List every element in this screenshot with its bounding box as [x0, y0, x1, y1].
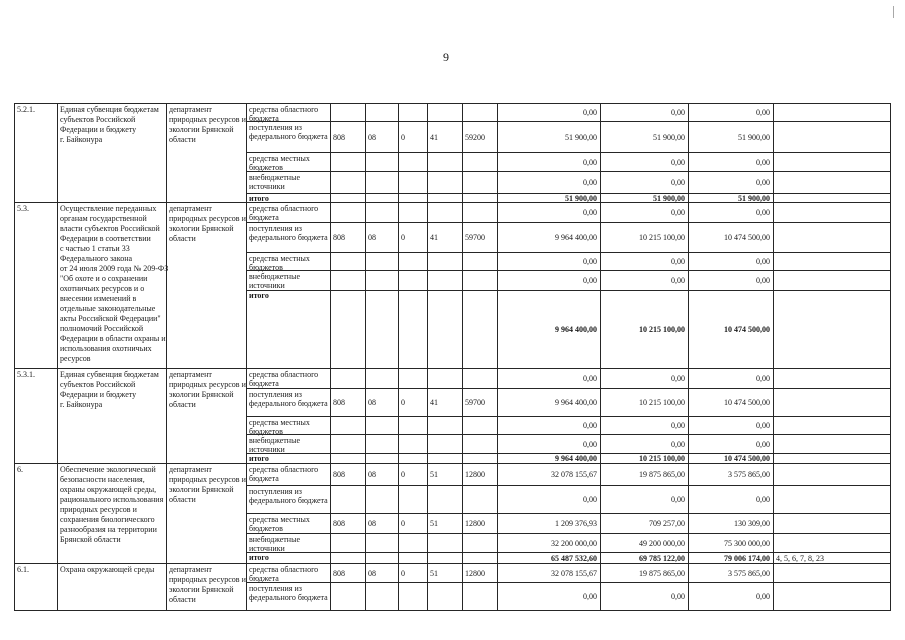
amount-cell: 0,00	[689, 271, 774, 291]
empty-cell	[428, 194, 463, 203]
empty-cell	[366, 553, 399, 564]
empty-cell	[331, 417, 366, 435]
total-label: итого	[247, 553, 331, 564]
item-name: Обеспечение экологической безопасности населения, охраны окружающей среды, рационального использования природных ресурсов и сохранения биологического разнообразия на территории Брянской области	[58, 464, 167, 564]
empty-cell	[366, 194, 399, 203]
page-number: 9	[443, 50, 449, 64]
empty-cell	[366, 172, 399, 194]
empty-cell	[463, 271, 498, 291]
amount-cell: 0,00	[601, 369, 689, 389]
amount-cell: 0,00	[601, 253, 689, 271]
empty-cell	[331, 172, 366, 194]
empty-cell	[399, 435, 428, 454]
budget-code-cell: 0	[399, 389, 428, 417]
amount-cell: 0,00	[498, 253, 601, 271]
empty-cell	[428, 203, 463, 223]
total-amount-cell: 10 474 500,00	[689, 454, 774, 464]
empty-cell	[366, 369, 399, 389]
empty-cell	[399, 253, 428, 271]
budget-code-cell: 59700	[463, 389, 498, 417]
amount-cell: 19 875 865,00	[601, 464, 689, 486]
empty-cell	[774, 564, 891, 583]
empty-cell	[366, 291, 399, 369]
empty-cell	[463, 369, 498, 389]
funding-source: внебюджетные источники	[247, 172, 331, 194]
total-label: итого	[247, 454, 331, 464]
empty-cell	[331, 153, 366, 172]
empty-cell	[399, 583, 428, 611]
empty-cell	[463, 194, 498, 203]
budget-code-cell: 12800	[463, 464, 498, 486]
empty-cell	[428, 291, 463, 369]
budget-code-cell: 08	[366, 389, 399, 417]
empty-cell	[366, 253, 399, 271]
budget-code-cell: 08	[366, 564, 399, 583]
budget-code-cell: 51	[428, 514, 463, 534]
amount-cell: 51 900,00	[601, 122, 689, 153]
empty-cell	[399, 194, 428, 203]
amount-cell: 0,00	[498, 435, 601, 454]
total-amount-cell: 9 964 400,00	[498, 291, 601, 369]
empty-cell	[331, 435, 366, 454]
budget-code-cell: 808	[331, 223, 366, 253]
empty-cell	[774, 223, 891, 253]
executor: департамент природных ресурсов и экологии Брянской области	[167, 464, 247, 564]
empty-cell	[331, 583, 366, 611]
budget-code-cell: 0	[399, 564, 428, 583]
empty-cell	[366, 534, 399, 553]
empty-cell	[463, 203, 498, 223]
empty-cell	[428, 553, 463, 564]
amount-cell: 75 300 000,00	[689, 534, 774, 553]
amount-cell: 32 200 000,00	[498, 534, 601, 553]
funding-source: средства местных бюджетов	[247, 417, 331, 435]
total-amount-cell: 10 215 100,00	[601, 291, 689, 369]
amount-cell: 0,00	[601, 104, 689, 122]
empty-cell	[399, 369, 428, 389]
amount-cell: 10 215 100,00	[601, 389, 689, 417]
empty-cell	[331, 486, 366, 514]
empty-cell	[331, 104, 366, 122]
item-name: Единая субвенция бюджетам субъектов Российской Федерации и бюджету г. Байконура	[58, 369, 167, 464]
budget-code-cell: 808	[331, 514, 366, 534]
funding-source: средства областного бюджета	[247, 203, 331, 223]
budget-code-cell: 0	[399, 223, 428, 253]
empty-cell	[428, 104, 463, 122]
amount-cell: 0,00	[601, 583, 689, 611]
amount-cell: 3 575 865,00	[689, 464, 774, 486]
amount-cell: 0,00	[689, 435, 774, 454]
executor: департамент природных ресурсов и экологии Брянской области	[167, 369, 247, 464]
amount-cell: 0,00	[498, 486, 601, 514]
amount-cell: 0,00	[689, 583, 774, 611]
amount-cell: 709 257,00	[601, 514, 689, 534]
budget-code-cell: 12800	[463, 514, 498, 534]
empty-cell	[774, 583, 891, 611]
total-amount-cell: 10 215 100,00	[601, 454, 689, 464]
funding-source: внебюджетные источники	[247, 435, 331, 454]
empty-cell	[463, 454, 498, 464]
empty-cell	[774, 454, 891, 464]
amount-cell: 0,00	[498, 153, 601, 172]
executor: департамент природных ресурсов и экологии Брянской области	[167, 104, 247, 203]
amount-cell: 0,00	[498, 203, 601, 223]
amount-cell: 0,00	[498, 104, 601, 122]
empty-cell	[774, 369, 891, 389]
executor: департамент природных ресурсов и экологии Брянской области	[167, 564, 247, 611]
empty-cell	[774, 271, 891, 291]
funding-source: средства местных бюджетов	[247, 253, 331, 271]
note-cell: 4, 5, 6, 7, 8, 23	[774, 553, 891, 564]
empty-cell	[366, 417, 399, 435]
item-name: Осуществление переданных органам государственной власти субъектов Российской Федерации в соответствии с частью 1 статьи 33 Федерального закона от 24 июля 2009 года № 209-ФЗ "Об охоте и о сохранении охотничьих ресурсов и о внесении изменений в отдельные законодательные акты Российской Федерации" полномочий Российской Федерации в области охраны и использования охотничьих ресурсов	[58, 203, 167, 369]
empty-cell	[428, 369, 463, 389]
empty-cell	[366, 271, 399, 291]
funding-source: средства областного бюджета	[247, 464, 331, 486]
amount-cell: 51 900,00	[498, 122, 601, 153]
budget-code-cell: 0	[399, 122, 428, 153]
amount-cell: 0,00	[498, 271, 601, 291]
empty-cell	[366, 203, 399, 223]
amount-cell: 0,00	[601, 153, 689, 172]
empty-cell	[331, 194, 366, 203]
empty-cell	[331, 454, 366, 464]
empty-cell	[331, 291, 366, 369]
funding-source: средства областного бюджета	[247, 369, 331, 389]
funding-source: поступления из федерального бюджета	[247, 122, 331, 153]
empty-cell	[331, 203, 366, 223]
funding-source: средства областного бюджета	[247, 104, 331, 122]
total-amount-cell: 51 900,00	[498, 194, 601, 203]
empty-cell	[463, 104, 498, 122]
amount-cell: 0,00	[689, 172, 774, 194]
funding-source: поступления из федерального бюджета	[247, 223, 331, 253]
total-label: итого	[247, 291, 331, 369]
funding-source: средства местных бюджетов	[247, 153, 331, 172]
empty-cell	[366, 454, 399, 464]
empty-cell	[463, 291, 498, 369]
empty-cell	[366, 104, 399, 122]
amount-cell: 3 575 865,00	[689, 564, 774, 583]
funding-source: поступления из федерального бюджета	[247, 389, 331, 417]
budget-code-cell: 51	[428, 564, 463, 583]
empty-cell	[428, 271, 463, 291]
amount-cell: 32 078 155,67	[498, 564, 601, 583]
budget-code-cell: 51	[428, 464, 463, 486]
empty-cell	[774, 417, 891, 435]
empty-cell	[428, 417, 463, 435]
empty-cell	[463, 583, 498, 611]
item-number: 6.1.	[15, 564, 58, 611]
amount-cell: 49 200 000,00	[601, 534, 689, 553]
empty-cell	[774, 464, 891, 486]
amount-cell: 32 078 155,67	[498, 464, 601, 486]
amount-cell: 0,00	[601, 203, 689, 223]
total-amount-cell: 10 474 500,00	[689, 291, 774, 369]
empty-cell	[774, 534, 891, 553]
budget-code-cell: 41	[428, 122, 463, 153]
empty-cell	[463, 153, 498, 172]
amount-cell: 130 309,00	[689, 514, 774, 534]
empty-cell	[428, 172, 463, 194]
empty-cell	[774, 122, 891, 153]
item-number: 6.	[15, 464, 58, 564]
amount-cell: 0,00	[601, 486, 689, 514]
funding-source: внебюджетные источники	[247, 271, 331, 291]
empty-cell	[428, 253, 463, 271]
empty-cell	[463, 486, 498, 514]
budget-code-cell: 808	[331, 464, 366, 486]
amount-cell: 19 875 865,00	[601, 564, 689, 583]
empty-cell	[399, 454, 428, 464]
amount-cell: 0,00	[601, 271, 689, 291]
funding-source: внебюджетные источники	[247, 534, 331, 553]
amount-cell: 1 209 376,93	[498, 514, 601, 534]
budget-code-cell: 41	[428, 389, 463, 417]
amount-cell: 0,00	[689, 253, 774, 271]
item-name: Единая субвенция бюджетам субъектов Российской Федерации и бюджету г. Байконура	[58, 104, 167, 203]
total-amount-cell: 51 900,00	[601, 194, 689, 203]
funding-source: средства областного бюджета	[247, 564, 331, 583]
empty-cell	[774, 435, 891, 454]
budget-code-cell: 59700	[463, 223, 498, 253]
amount-cell: 0,00	[601, 435, 689, 454]
empty-cell	[774, 104, 891, 122]
empty-cell	[428, 534, 463, 553]
empty-cell	[399, 104, 428, 122]
budget-code-cell: 08	[366, 122, 399, 153]
budget-code-cell: 59200	[463, 122, 498, 153]
amount-cell: 10 474 500,00	[689, 389, 774, 417]
empty-cell	[399, 153, 428, 172]
empty-cell	[399, 553, 428, 564]
total-amount-cell: 65 487 532,60	[498, 553, 601, 564]
empty-cell	[463, 534, 498, 553]
empty-cell	[774, 514, 891, 534]
amount-cell: 9 964 400,00	[498, 389, 601, 417]
amount-cell: 10 474 500,00	[689, 223, 774, 253]
empty-cell	[331, 369, 366, 389]
item-name: Охрана окружающей среды	[58, 564, 167, 611]
amount-cell: 0,00	[689, 417, 774, 435]
total-amount-cell: 9 964 400,00	[498, 454, 601, 464]
funding-source: средства местных бюджетов	[247, 514, 331, 534]
amount-cell: 0,00	[601, 417, 689, 435]
total-amount-cell: 79 006 174,00	[689, 553, 774, 564]
amount-cell: 0,00	[689, 153, 774, 172]
budget-table	[14, 103, 891, 611]
budget-code-cell: 08	[366, 223, 399, 253]
empty-cell	[463, 253, 498, 271]
empty-cell	[774, 153, 891, 172]
empty-cell	[774, 389, 891, 417]
empty-cell	[774, 486, 891, 514]
empty-cell	[463, 417, 498, 435]
budget-code-cell: 808	[331, 564, 366, 583]
amount-cell: 51 900,00	[689, 122, 774, 153]
scan-mark	[893, 6, 894, 18]
empty-cell	[428, 583, 463, 611]
empty-cell	[366, 486, 399, 514]
empty-cell	[366, 153, 399, 172]
empty-cell	[428, 435, 463, 454]
empty-cell	[774, 194, 891, 203]
empty-cell	[463, 172, 498, 194]
empty-cell	[428, 153, 463, 172]
item-number: 5.2.1.	[15, 104, 58, 203]
empty-cell	[399, 417, 428, 435]
empty-cell	[774, 291, 891, 369]
empty-cell	[331, 534, 366, 553]
budget-code-cell: 808	[331, 389, 366, 417]
empty-cell	[331, 253, 366, 271]
funding-source: поступления из федерального бюджета	[247, 583, 331, 611]
budget-code-cell: 41	[428, 223, 463, 253]
amount-cell: 0,00	[689, 486, 774, 514]
amount-cell: 10 215 100,00	[601, 223, 689, 253]
amount-cell: 0,00	[689, 369, 774, 389]
amount-cell: 0,00	[498, 172, 601, 194]
amount-cell: 0,00	[689, 203, 774, 223]
total-amount-cell: 51 900,00	[689, 194, 774, 203]
empty-cell	[399, 486, 428, 514]
empty-cell	[774, 253, 891, 271]
empty-cell	[399, 203, 428, 223]
budget-code-cell: 808	[331, 122, 366, 153]
empty-cell	[399, 172, 428, 194]
budget-code-cell: 0	[399, 514, 428, 534]
empty-cell	[331, 553, 366, 564]
executor: департамент природных ресурсов и экологии Брянской области	[167, 203, 247, 369]
amount-cell: 0,00	[689, 104, 774, 122]
item-number: 5.3.	[15, 203, 58, 369]
total-amount-cell: 69 785 122,00	[601, 553, 689, 564]
empty-cell	[366, 583, 399, 611]
empty-cell	[399, 534, 428, 553]
amount-cell: 0,00	[498, 583, 601, 611]
empty-cell	[428, 454, 463, 464]
budget-code-cell: 08	[366, 514, 399, 534]
budget-code-cell: 0	[399, 464, 428, 486]
budget-code-cell: 12800	[463, 564, 498, 583]
item-number: 5.3.1.	[15, 369, 58, 464]
empty-cell	[463, 435, 498, 454]
funding-source: поступления из федерального бюджета	[247, 486, 331, 514]
empty-cell	[463, 553, 498, 564]
amount-cell: 0,00	[601, 172, 689, 194]
empty-cell	[366, 435, 399, 454]
empty-cell	[774, 203, 891, 223]
empty-cell	[399, 291, 428, 369]
empty-cell	[331, 271, 366, 291]
amount-cell: 9 964 400,00	[498, 223, 601, 253]
amount-cell: 0,00	[498, 417, 601, 435]
budget-code-cell: 08	[366, 464, 399, 486]
empty-cell	[774, 172, 891, 194]
total-label: итого	[247, 194, 331, 203]
empty-cell	[428, 486, 463, 514]
amount-cell: 0,00	[498, 369, 601, 389]
empty-cell	[399, 271, 428, 291]
